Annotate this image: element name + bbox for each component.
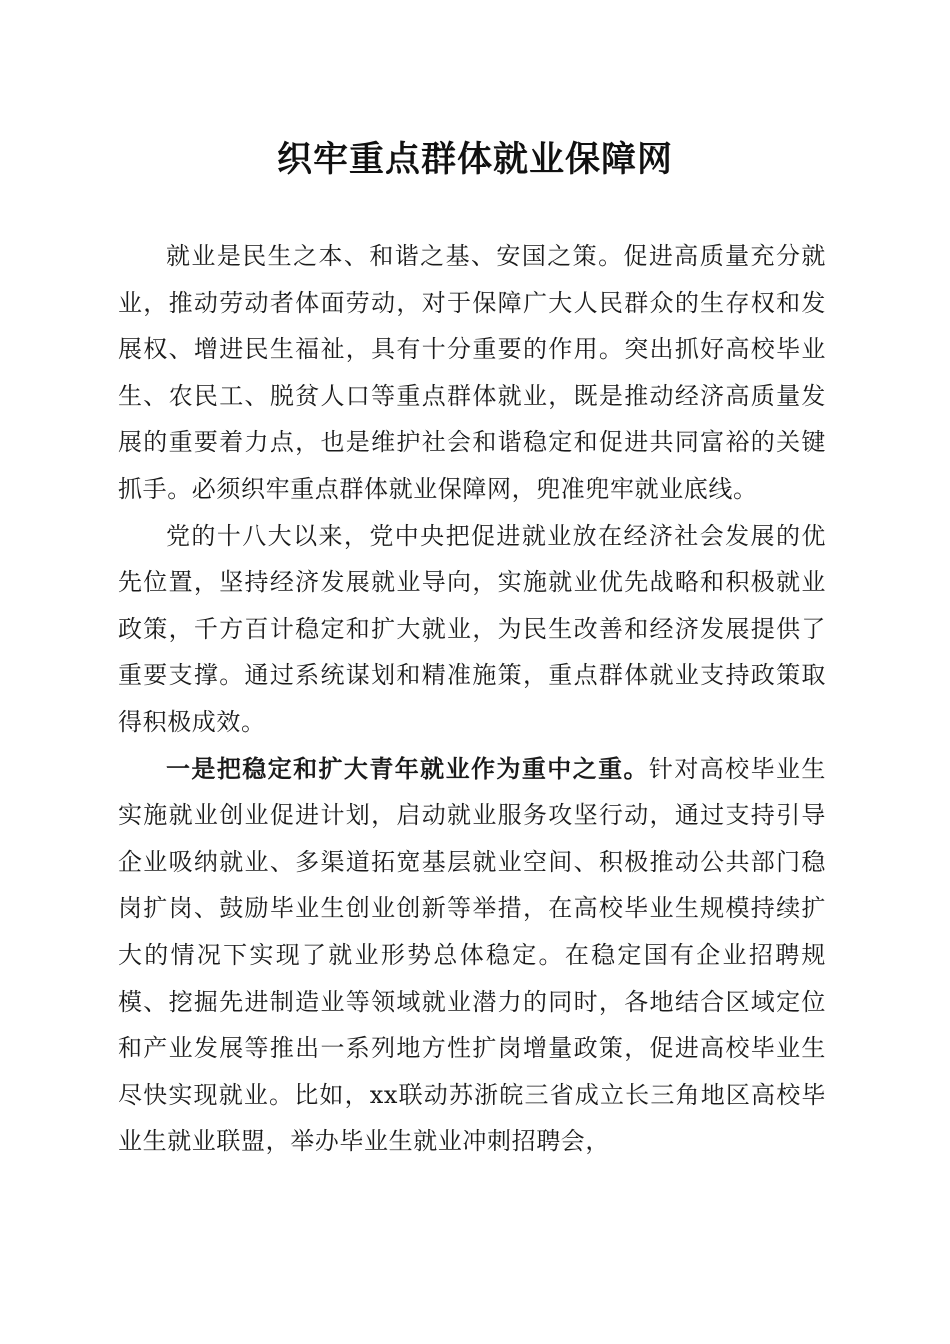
paragraph-1-text: 就业是民生之本、和谐之基、安国之策。促进高质量充分就业，推动劳动者体面劳动，对于保障广大人民群众的生存权和发展权、增进民生福祉，具有十分重要的作用。突出抓好高校毕业生、农民工、脱贫人口等重点群体就业，既是推动经济高质量发展的重要着力点，也是维护社会和谐稳定和促进共同富裕的关键抓手。必须织牢重点群体就业保障网，兜准兜牢就业底线。 xyxy=(118,242,826,503)
paragraph-2 xyxy=(118,513,826,746)
paragraph-3-text: 针对高校毕业生实施就业创业促进计划，启动就业服务攻坚行动，通过支持引导企业吸纳就业、多渠道拓宽基层就业空间、积极推动公共部门稳岗扩岗、鼓励毕业生创业创新等举措，在高校毕业生规模持续扩大的情况下实现了就业形势总体稳定。在稳定国有企业招聘规模、挖掘先进制造业等领域就业潜力的同时，各地结合区域定位和产业发展等推出一系列地方性扩岗增量政策，促进高校毕业生尽快实现就业。比如，xx联动苏浙皖三省成立长三角地区高校毕业生就业联盟，举办毕业生就业冲刺招聘会， xyxy=(118,754,826,1156)
paragraph-3-lead: 一是把稳定和扩大青年就业作为重中之重。 xyxy=(166,753,649,783)
paragraph-3 xyxy=(118,746,826,1165)
document-title: 织牢重点群体就业保障网 xyxy=(276,139,673,180)
paragraph-1 xyxy=(118,233,826,513)
document-body xyxy=(118,233,826,1165)
paragraph-2-text: 党的十八大以来，党中央把促进就业放在经济社会发展的优先位置，坚持经济发展就业导向，实施就业优先战略和积极就业政策，千方百计稳定和扩大就业，为民生改善和经济发展提供了重要支撑。通过系统谋划和精准施策，重点群体就业支持政策取得积极成效。 xyxy=(118,521,826,736)
